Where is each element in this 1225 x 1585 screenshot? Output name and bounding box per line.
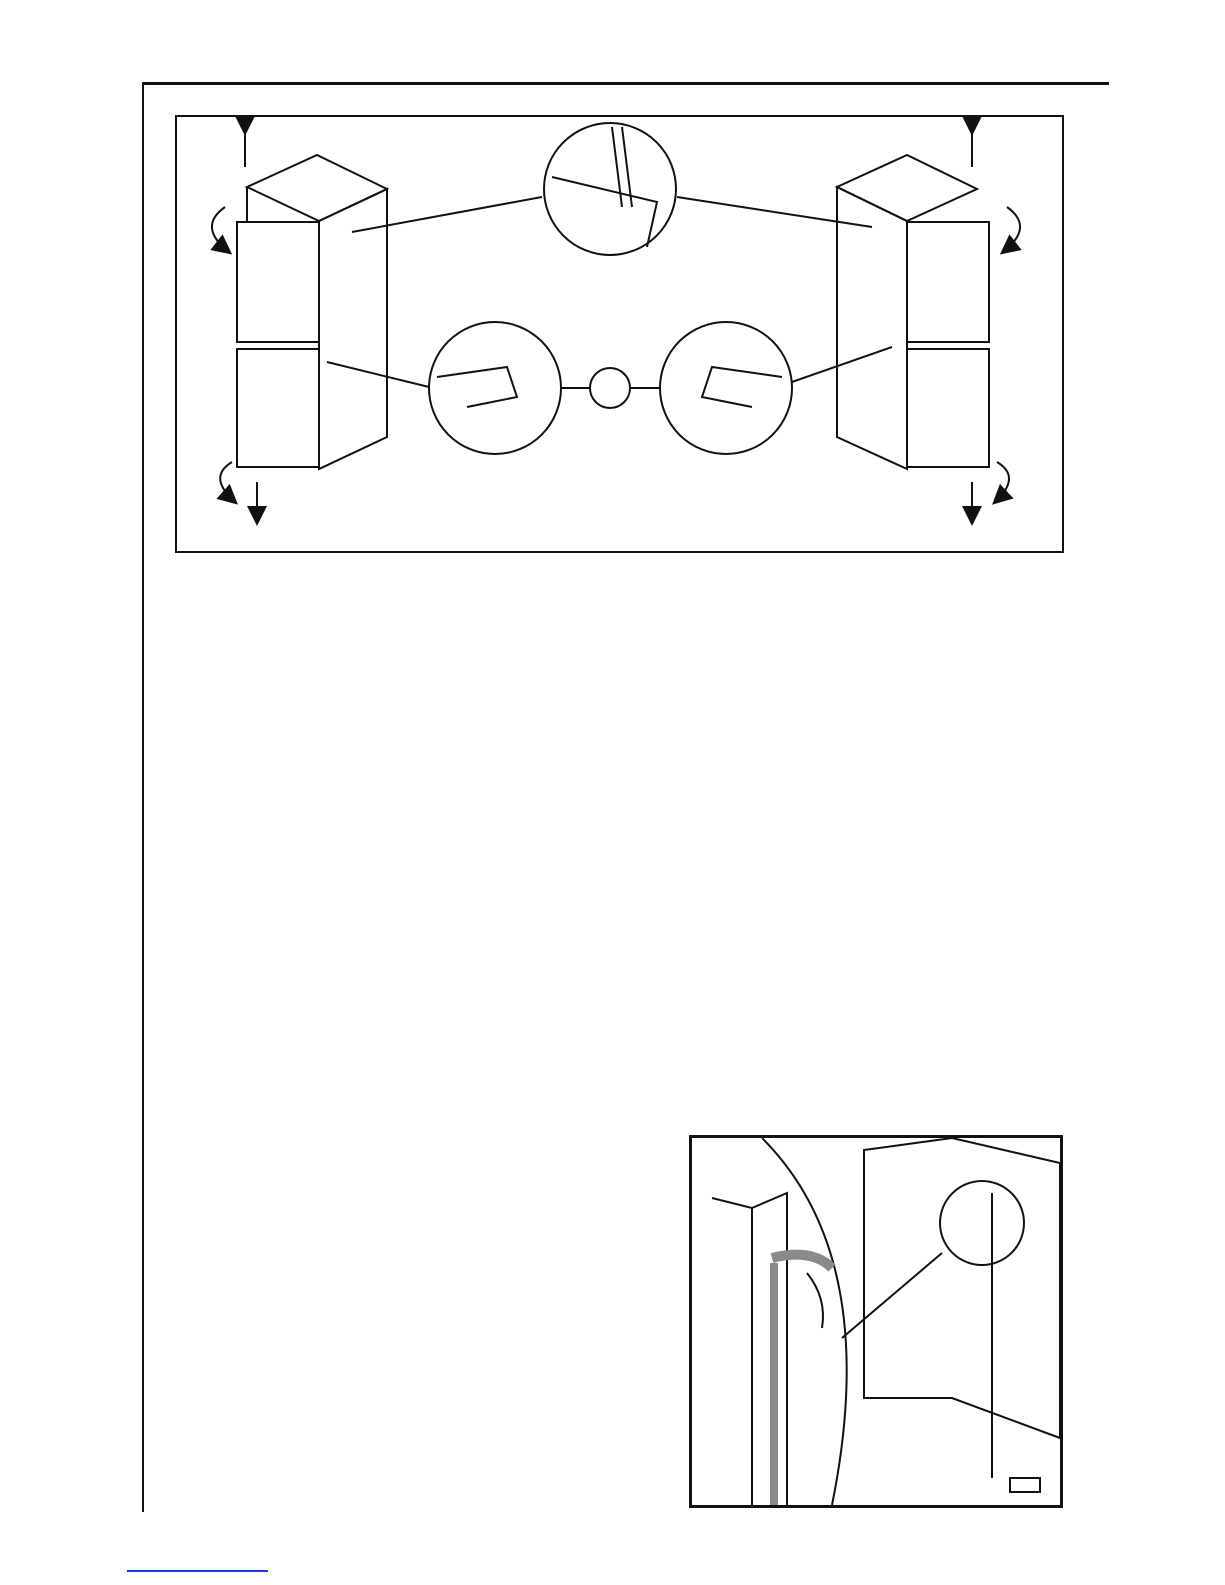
hinge-detail-icon — [660, 322, 792, 454]
center-connector-circle — [590, 368, 630, 408]
door-reversal-illustration — [177, 117, 1062, 551]
door-reversal-figure — [175, 115, 1064, 553]
top-rule — [142, 82, 1109, 85]
refrigerator-right-icon — [837, 155, 989, 469]
footer-link-underline[interactable] — [127, 1570, 268, 1572]
refrigerator-left-icon — [237, 155, 387, 469]
refrigerator-corner-icon — [864, 1138, 1060, 1438]
left-margin-rule — [142, 82, 144, 1512]
screwdriver-detail-icon — [544, 123, 676, 255]
door-seal-illustration — [692, 1138, 1060, 1505]
door-seal-figure — [689, 1135, 1063, 1508]
hinge-detail-icon — [429, 322, 561, 454]
